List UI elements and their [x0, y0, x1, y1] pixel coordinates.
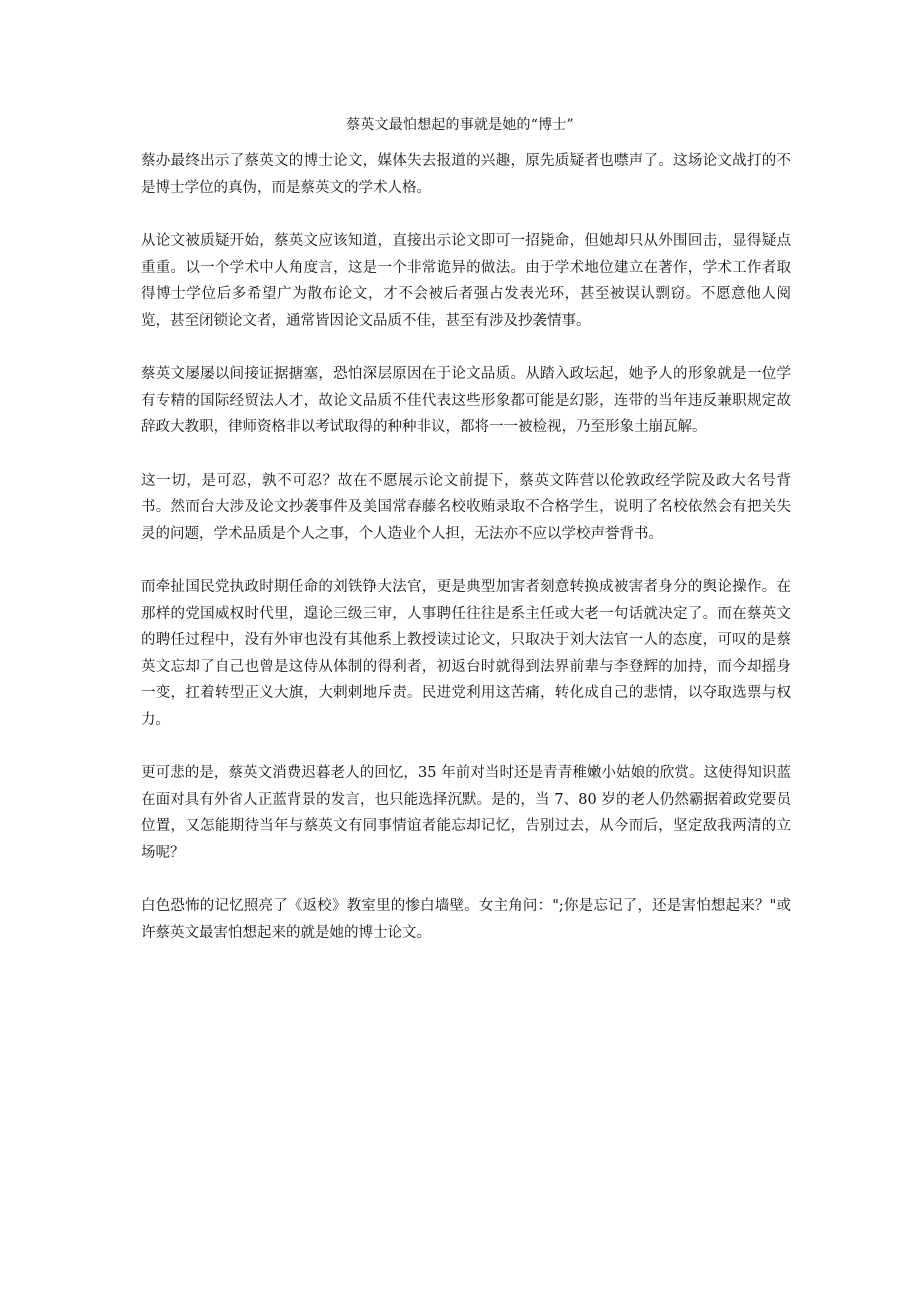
- paragraph-6: 更可悲的是，蔡英文消费迟暮老人的回忆，35 年前对当时还是青青稚嫩小姑娘的欣赏。这使得知识蓝在面对具有外省人正蓝背景的发言，也只能选择沉默。是的，当 7、80 岁的老人仍然霸据着政党要员位置，又怎能期待当年与蔡英文有同事情谊者能忘却记忆，告别过去，从今而后，坚定敌我两清的立场呢？: [141, 765, 791, 861]
- paragraph-2: 从论文被质疑开始，蔡英文应该知道，直接出示论文即可一招毙命，但她却只从外围回击，显得疑点重重。以一个学术中人角度言，这是一个非常诡异的做法。由于学术地位建立在著作，学术工作者取得博士学位后多希望广为散布论文，才不会被后者强占发表光环，甚至被误认剽窃。不愿意他人阅览，甚至闭锁论文者，通常皆因论文品质不佳，甚至有涉及抄袭情事。: [141, 233, 791, 329]
- paragraph-7: 白色恐怖的记忆照亮了《返校》教室里的惨白墙壁。女主角问：";你是忘记了，还是害怕想起来？"或许蔡英文最害怕想起来的就是她的博士论文。: [141, 898, 791, 941]
- paragraph-5: 而牵扯国民党执政时期任命的刘铁铮大法官，更是典型加害者刻意转换成被害者身分的舆论操作。在那样的党国威权时代里，遑论三级三审，人事聘任往往是系主任或大老一句话就决定了。而在蔡英文的聘任过程中，没有外审也没有其他系上教授读过论文，只取决于刘大法官一人的态度，可叹的是蔡英文忘却了自己也曾是这侍从体制的得利者，初返台时就得到法界前辈与李登辉的加持，而今却摇身一变，扛着转型正义大旗，大剌剌地斥责。民进党利用这苦痛，转化成自己的悲情，以夺取选票与权力。: [141, 579, 791, 728]
- paragraph-4: 这一切，是可忍，孰不可忍？故在不愿展示论文前提下，蔡英文阵营以伦敦政经学院及政大名号背书。然而台大涉及论文抄袭事件及美国常春藤名校收贿录取不合格学生，说明了名校依然会有把关失灵的问题，学术品质是个人之事，个人造业个人担，无法亦不应以学校声誉背书。: [141, 472, 791, 542]
- document-body: [141, 148, 791, 973]
- document-title: 蔡英文最怕想起的事就是她的“博士”: [346, 117, 574, 133]
- paragraph-3: 蔡英文屡屡以间接证据搪塞，恐怕深层原因在于论文品质。从踏入政坛起，她予人的形象就是一位学有专精的国际经贸法人才，故论文品质不佳代表这些形象都可能是幻影，连带的当年违反兼职规定故辞政大教职，律师资格非以考试取得的种种非议，都将一一被检视，乃至形象土崩瓦解。: [141, 366, 791, 435]
- paragraph-1: 蔡办最终出示了蔡英文的博士论文，媒体失去报道的兴趣，原先质疑者也噤声了。这场论文战打的不是博士学位的真伪，而是蔡英文的学术人格。: [141, 153, 791, 196]
